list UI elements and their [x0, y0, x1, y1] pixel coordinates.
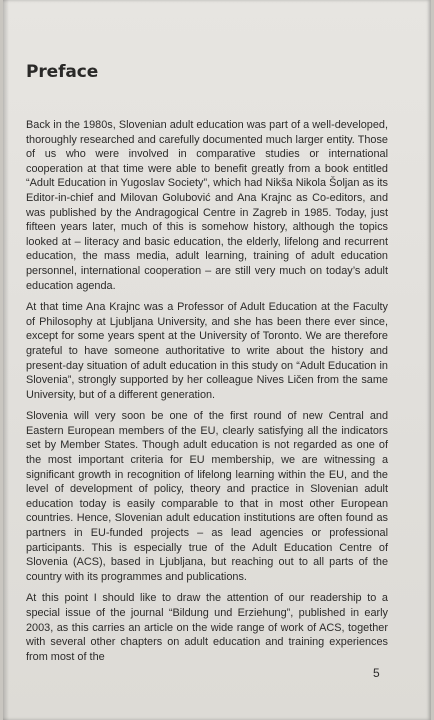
body-text — [26, 118, 388, 671]
paragraph-1: Back in the 1980s, Slovenian adult education was part of a well-developed, thoroughly researched and carefully documented much larger entity. Those of us who were involved in comparative studies or international cooperation at that time were able to benefit greatly from a book entitled “Adult Education in Yugoslav Society”, which had Nikša Nikola Šoljan as its Editor-in-chief and Milovan Golubović and Ana Krajnc as Co-editors, and was published by the Andragogical Centre in Zagreb in 1985. Today, just fifteen years later, much of this is somehow history, although the topics looked at – literacy and basic education, the elderly, lifelong and recurrent education, the mass media, adult learning, training of adult education personnel, international cooperation – are still very much on today’s adult education agenda. — [26, 119, 388, 292]
paragraph-4: At this point I should like to draw the attention of our readership to a special issue of the journal “Bildung und Erziehung”, published in early 2003, as this carries an article on the wide range of work of ACS, together with several other chapters on adult education and training experiences from most of the — [26, 592, 388, 663]
paragraph-2: At that time Ana Krajnc was a Professor of Adult Education at the Faculty of Philosophy at Ljubljana University, and she has been there ever since, except for some years spent at the University of Toronto. We are therefore grateful to have someone authoritative to write about the history and present-day situation of adult education in this study on “Adult Education in Slovenia”, strongly supported by her colleague Nives Ličen from the same University, but of a different generation. — [26, 301, 388, 401]
page-number: 5 — [373, 666, 380, 680]
paragraph-3: Slovenia will very soon be one of the first round of new Central and Eastern European members of the EU, clearly satisfying all the indicators set by Member States. Though adult education is not regarded as one of the most important criteria for EU membership, we are witnessing a significant growth in recognition of lifelong learning within the EU, and the level of development of policy, theory and practice in Slovenian adult education today is easily comparable to that in most other European countries. Hence, Slovenian adult education institutions are often found as partners in EU-funded projects – as lead agencies or professional participants. This is especially true of the Adult Education Centre of Slovenia (ACS), based in Ljubljana, but reaching out to all parts of the country with its programmes and publications. — [26, 410, 388, 583]
book-page — [3, 0, 431, 720]
page-title: Preface — [26, 62, 99, 82]
